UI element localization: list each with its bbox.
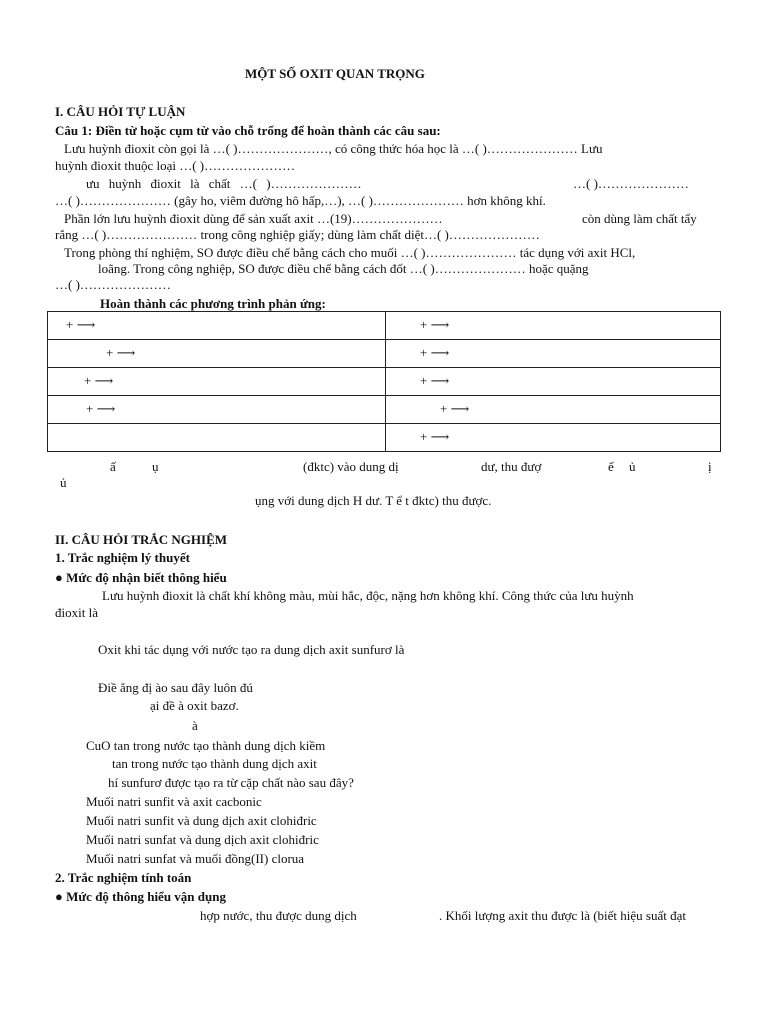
equation-cell: + ⟶	[86, 401, 116, 416]
fragment: ủ	[60, 475, 67, 490]
table-row	[48, 424, 721, 452]
fragment: ấ	[110, 459, 116, 474]
fragment: ế	[608, 459, 614, 474]
sub-heading-theory: 1. Trắc nghiệm lý thuyết	[55, 550, 190, 565]
option-item: Muối natri sunfit và axit cacbonic	[86, 794, 262, 809]
equation-cell: + ⟶	[440, 401, 470, 416]
table-row	[48, 368, 721, 396]
question-a-line2: đioxit là	[55, 605, 98, 620]
question-c-4: CuO tan trong nước tạo thành dung dịch kiềm	[86, 738, 326, 753]
level-heading-2: ● Mức độ thông hiểu vận dụng	[55, 889, 226, 904]
option-item: Muối natri sunfit và dung dịch axit clohiđric	[86, 813, 317, 828]
fill-line-7: Trong phòng thí nghiệm, SO được điều chế bằng cách cho muối …( )………………… tác dụng với axit HCl,	[64, 245, 636, 260]
fragment: (đktc) vào dung dị	[303, 459, 399, 474]
section1-heading: I. CÂU HỎI TỰ LUẬN	[55, 104, 186, 119]
question-c-5: tan trong nước tạo thành dung dịch axit	[112, 756, 317, 771]
equations-table	[47, 311, 721, 452]
question-c-1: Điề ẳng đị ào sau đây luôn đú	[98, 680, 253, 695]
fragment: ủ	[629, 459, 636, 474]
fragment: ụ	[152, 459, 159, 474]
calc-question-part1: hợp nước, thu được dung dịch	[200, 908, 357, 923]
fill-line-8: loãng. Trong công nghiệp, SO được điều chế bằng cách đốt …( )………………… hoặc quặng	[98, 261, 589, 276]
equation-cell: + ⟶	[420, 373, 450, 388]
table-row	[48, 396, 721, 424]
fill-line-9: …( )…………………	[55, 277, 171, 292]
fill-line-3b: …( )…………………	[573, 176, 689, 191]
question-c-2: ại đề à oxit bazơ.	[150, 698, 239, 713]
page-title: MỘT SỐ OXIT QUAN TRỌNG	[245, 66, 425, 81]
question-c-3: à	[192, 718, 198, 733]
question-a-line1: Lưu huỳnh đioxit là chất khí không màu, mùi hắc, độc, nặng hơn không khí. Công thức của lưu huỳnh	[102, 588, 634, 603]
equation-cell: + ⟶	[106, 345, 136, 360]
table-row	[48, 340, 721, 368]
equations-heading: Hoàn thành các phương trình phản ứng:	[100, 296, 326, 311]
fill-line-5: Phần lớn lưu huỳnh đioxit dùng để sản xuất axit …(19)…………………	[64, 211, 443, 226]
question-d: hí sunfurơ được tạo ra từ cặp chất nào sau đây?	[108, 775, 354, 790]
option-item: Muối natri sunfat và muối đồng(II) clorua	[86, 851, 305, 866]
fill-line-5b: còn dùng làm chất tẩy	[582, 211, 697, 226]
table-row	[48, 312, 721, 340]
sub-heading-calc: 2. Trắc nghiệm tính toán	[55, 870, 192, 885]
question-b: Oxit khi tác dụng với nước tạo ra dung dịch axit sunfurơ là	[98, 642, 405, 657]
equation-cell: + ⟶	[66, 317, 96, 332]
equation-cell: + ⟶	[84, 373, 114, 388]
fragment: ị	[708, 459, 712, 474]
fill-line-2: huỳnh đioxit thuộc loại …( )…………………	[55, 158, 296, 173]
calc-question-part2: . Khối lượng axit thu được là (biết hiệu suất đạt	[439, 908, 686, 923]
equation-cell: + ⟶	[420, 345, 450, 360]
fragment: dư, thu đượ	[481, 459, 542, 474]
section2-heading: II. CÂU HỎI TRẮC NGHIỆM	[55, 532, 228, 547]
fill-line-4: …( )………………… (gây ho, viêm đường hô hấp,…), …( )………………… hơn không khí.	[55, 193, 546, 208]
fragment: ụng với dung dịch H dư. T ể t đktc) thu được.	[255, 493, 492, 508]
option-item: Muối natri sunfat và dung dịch axit clohiđric	[86, 832, 319, 847]
q1-heading: Câu 1: Điền từ hoặc cụm từ vào chỗ trống để hoàn thành các câu sau:	[55, 123, 441, 138]
equation-cell: + ⟶	[420, 429, 450, 444]
fill-line-6: rắng …( )………………… trong công nghiệp giấy; dùng làm chất diệt…( )…………………	[55, 227, 540, 242]
fill-line-3: ưu huỳnh đioxit là chất …( )…………………	[86, 176, 362, 191]
equation-cell: + ⟶	[420, 317, 450, 332]
level-heading-1: ● Mức độ nhận biết thông hiểu	[55, 570, 227, 585]
fill-line-1: Lưu huỳnh đioxit còn gọi là …( )…………………, có công thức hóa học là …( )………………… Lưu	[64, 141, 603, 156]
